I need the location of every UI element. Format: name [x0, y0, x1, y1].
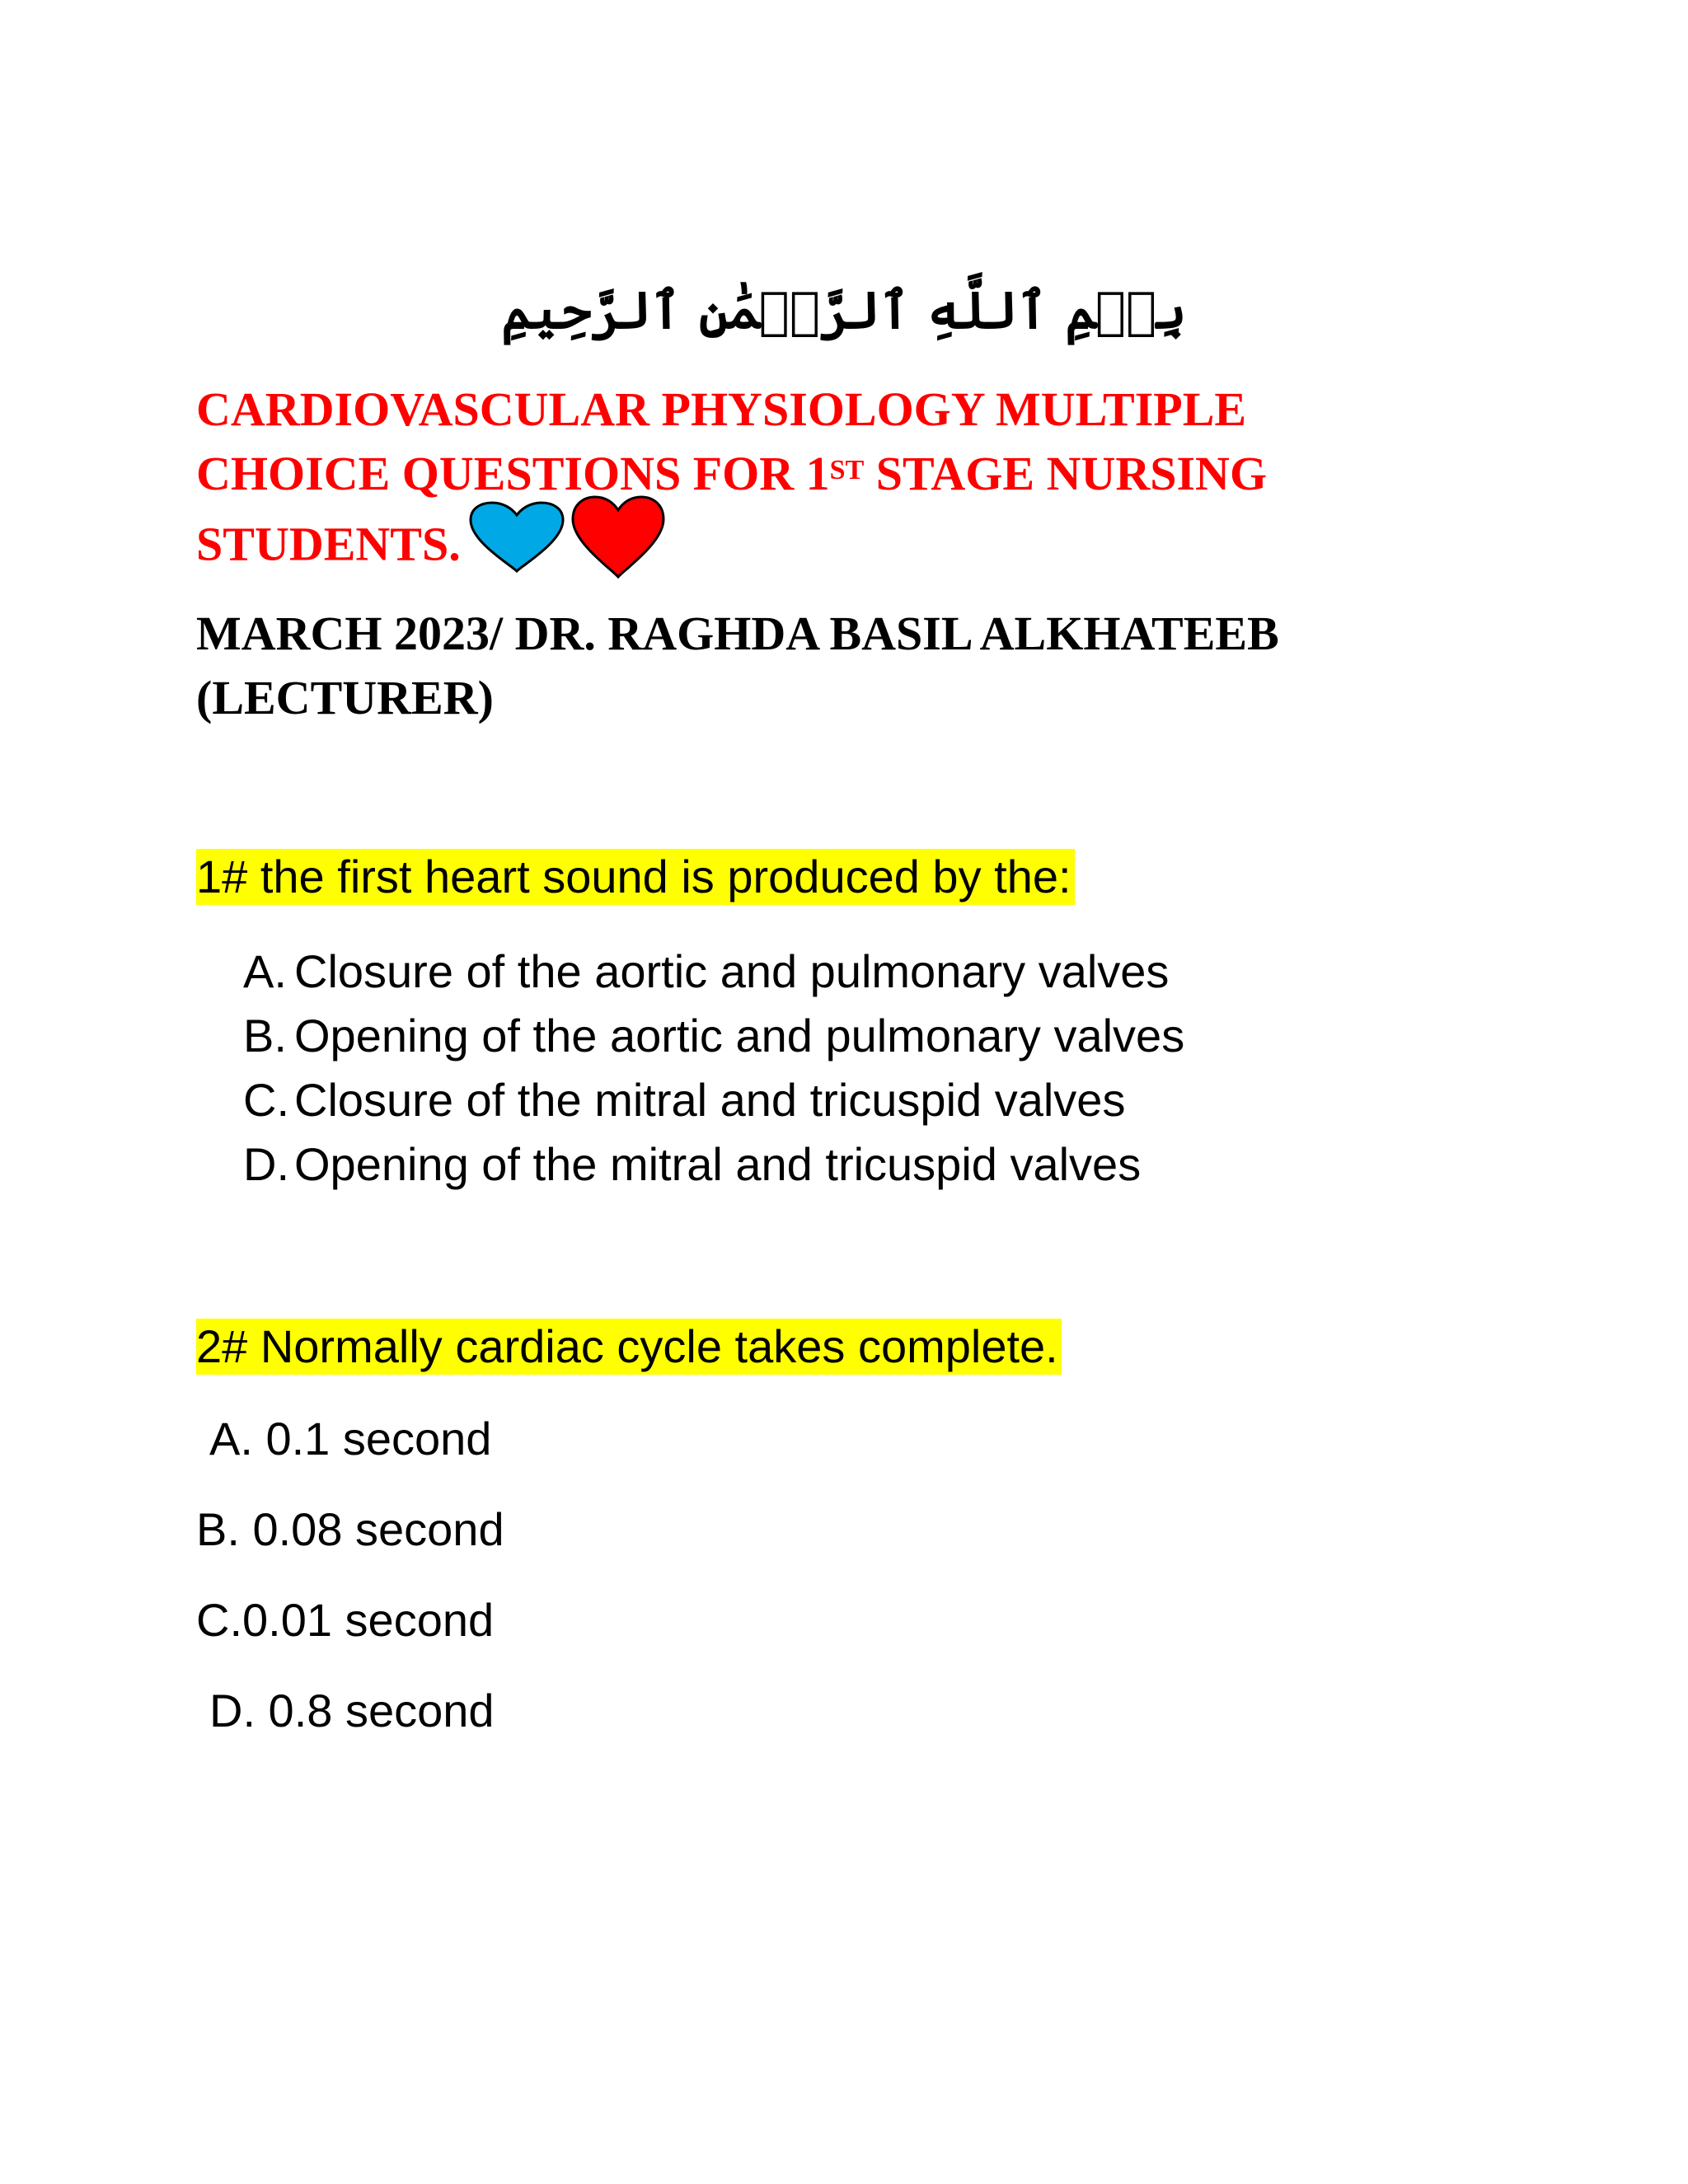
question-2-text: 2# Normally cardiac cycle takes complete. [196, 1319, 1062, 1375]
subtitle-line-2: (LECTURER) [196, 671, 494, 724]
bismillah-heading: بِسۡمِ ٱللَّهِ ٱلرَّحۡمَٰنِ ٱلرَّحِيمِ [501, 280, 1187, 340]
red-heart-icon [570, 494, 667, 580]
title-line-1: CARDIOVASCULAR PHYSIOLOGY MULTIPLE [196, 382, 1247, 436]
document-title [196, 377, 1548, 592]
title-line-3 [196, 506, 1548, 592]
question-2-option-c: C.0.01 second [196, 1594, 495, 1646]
question-2-option-d: D. 0.8 second [209, 1685, 495, 1736]
question-1 [196, 849, 1075, 905]
question-1-option-c [243, 1068, 1184, 1132]
title-superscript: ST [829, 455, 865, 485]
question-1-option-a [243, 940, 1184, 1004]
question-1-text: 1# the first heart sound is produced by the: [196, 849, 1075, 905]
question-1-options [243, 940, 1184, 1197]
title-line-2 [196, 442, 1548, 506]
hearts-decoration [467, 494, 667, 580]
blue-heart-icon [467, 500, 566, 574]
option-text: Closure of the mitral and tricuspid valves [294, 1074, 1126, 1126]
option-text: Opening of the mitral and tricuspid valves [294, 1138, 1142, 1190]
title-line-2-post: STAGE NURSING [864, 447, 1268, 500]
option-text: Closure of the aortic and pulmonary valves [294, 945, 1170, 997]
option-letter: A. [243, 945, 287, 997]
option-letter: B. [243, 1010, 287, 1062]
title-line-2-pre: CHOICE QUESTIONS FOR 1 [196, 447, 830, 500]
subtitle-line-1: MARCH 2023/ DR. RAGHDA BASIL ALKHATEEB [196, 607, 1279, 660]
document-subtitle [196, 602, 1548, 730]
question-2-option-b: B. 0.08 second [196, 1503, 504, 1555]
option-letter: D. [243, 1138, 289, 1190]
option-text: Opening of the aortic and pulmonary valves [294, 1010, 1185, 1062]
question-2 [196, 1319, 1062, 1375]
question-1-option-d [243, 1132, 1184, 1197]
title-line-3-text: STUDENTS. [196, 517, 461, 571]
option-letter: C. [243, 1074, 289, 1126]
question-1-option-b [243, 1004, 1184, 1068]
question-2-option-a: A. 0.1 second [209, 1413, 492, 1465]
